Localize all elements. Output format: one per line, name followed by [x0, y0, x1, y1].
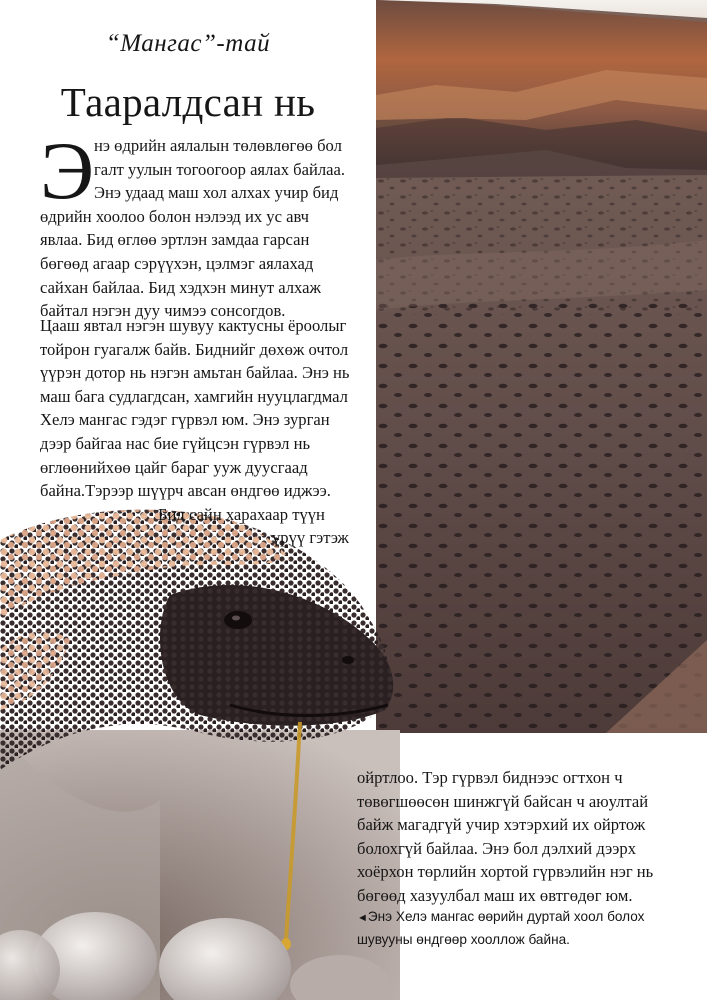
crater-illustration — [376, 0, 707, 733]
text-line: нэ өдрийн аялалын төлөвлөгөө бол — [94, 136, 342, 155]
caption-line — [357, 906, 702, 929]
intro-paragraph — [40, 125, 370, 323]
text-line: өдрийн хоолоо болон нэлээд их ус авч — [40, 206, 310, 226]
text-line: Энэ удаад маш хол алхах учир бид — [94, 183, 339, 203]
text-line: үрүү гэтэж — [272, 528, 349, 548]
photo-caption — [357, 906, 702, 951]
text-line: байна.Тэрээр шүүрч авсан өндгөө иджээ. — [40, 481, 331, 501]
text-line: ойртлоо. Тэр гүрвэл биднээс огтхон ч — [357, 768, 623, 787]
text-line: галт уулын тогоогоор аялах байлаа. — [94, 159, 346, 179]
text-line: маш бага судлагдсан, хамгийн нууцлагдмал — [40, 386, 348, 406]
text-line: сайхан байлаа. Бид хэдхэн минут алхаж — [40, 277, 321, 297]
text-line: дээр байгаа нас бие гүйцсэн гүрвэл нь — [40, 433, 311, 453]
gila-monster-photo — [0, 500, 400, 1000]
text-line: өглөөнийхөө цайг бараг ууж дуусгаад — [40, 457, 308, 477]
text-line: Бид сайн харахаар түүн — [158, 504, 325, 524]
text-line: Цааш явтал нэгэн шувуу кактусны ёроолыг — [40, 316, 347, 335]
second-paragraph — [40, 314, 372, 550]
drop-cap: Э — [40, 125, 95, 216]
text-line: байж магадгүй учир хэтэрхий их ойртож — [357, 815, 646, 835]
text-line: Хелэ мангас гэдэг гүрвэл юм. Энэ зурган — [40, 410, 330, 430]
caption-line: шувууны өндгөөр хооллож байна. — [357, 932, 570, 947]
text-line: үүрэн дотор нь нэгэн амьтан байлаа. Энэ нь — [40, 363, 350, 383]
caption-text: Энэ Хелэ мангас өөрийн дуртай хоол болох — [367, 909, 645, 924]
article-title: Тааралдсан нь — [60, 79, 316, 125]
text-line: тойрон гуагалж байв. Биднийг дөхөж очтол — [40, 339, 349, 359]
text-line: болохгүй байлаа. Энэ бол дэлхий дээрх — [357, 838, 637, 858]
crater-photo — [376, 0, 707, 733]
gila-monster-illustration — [0, 500, 400, 1000]
article-subtitle: “Мангас”-тай — [105, 30, 271, 57]
left-arrow-icon: ◄ — [357, 912, 368, 924]
text-line: явлаа. Бид өглөө эртлэн замдаа гарсан — [40, 230, 310, 250]
text-line: хоёрхон төрлийн хортой гүрвэлийн нэг нь — [357, 862, 654, 882]
text-line: төвөгшөөсөн шинжгүй байсан ч аюултай — [357, 791, 649, 811]
text-line: бөгөөд агаар сэрүүхэн, цэлмэг аялахад — [40, 253, 314, 273]
text-line: бөгөөд хазуулбал маш их өвтгөдөг юм. — [357, 885, 633, 905]
third-paragraph — [357, 766, 702, 908]
text-line: байтал нэгэн дуу чимээ сонсогдов. — [40, 301, 286, 321]
